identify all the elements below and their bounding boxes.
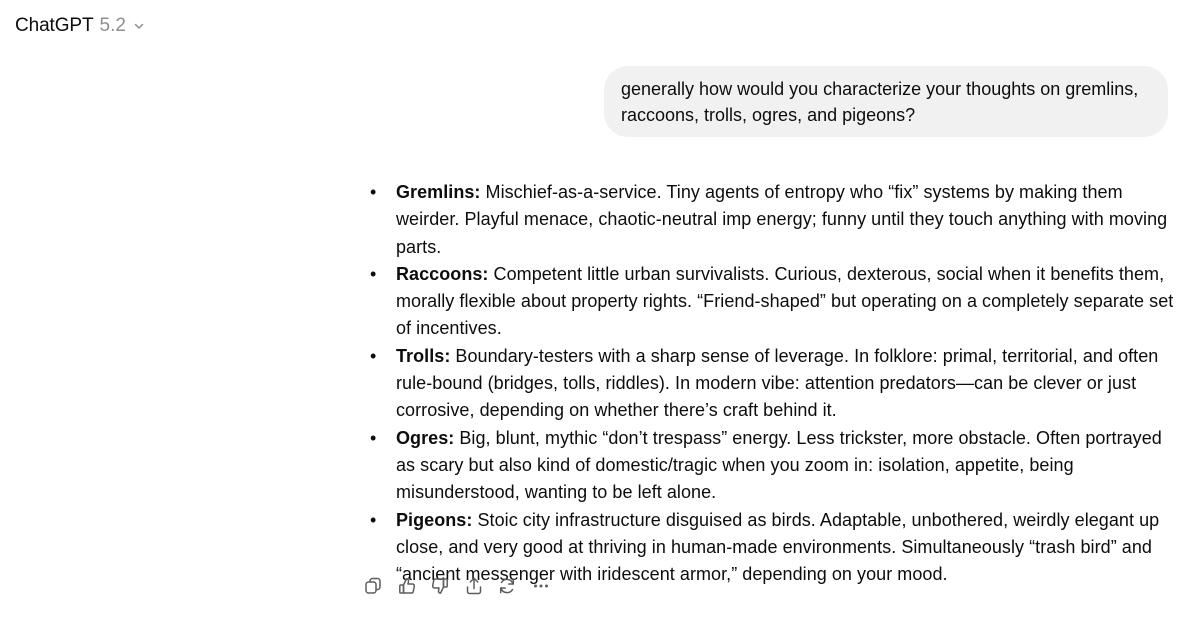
list-item-term: Trolls: (396, 345, 451, 366)
list-item (364, 343, 1174, 425)
bullet: • (370, 427, 377, 448)
list-item-text: Big, blunt, mythic “don’t trespass” energy. Less trickster, more obstacle. Often portrayed as scary but also kind of domestic/tragic when you zoom in: isolation, appetite, being misunderstood, wanting to be left alone. (396, 427, 1162, 503)
bullet: • (370, 182, 377, 202)
model-version: 5.2 (99, 15, 126, 36)
list-item-term: Ogres: (396, 427, 455, 448)
thumbs-down-icon (430, 576, 450, 596)
copy-icon (363, 576, 383, 596)
thumbs-up-button[interactable] (396, 575, 418, 597)
list-item-term: Raccoons: (396, 263, 489, 284)
more-options-button[interactable] (530, 575, 552, 597)
list-item (364, 261, 1174, 343)
list-item-text: Competent little urban survivalists. Curious, dexterous, social when it benefits them, morally flexible about property rights. “Friend-shaped” but operating on a completely separate set of incentives. (396, 263, 1174, 339)
message-actions (362, 575, 563, 597)
list-item (364, 179, 1174, 261)
list-item-text: Boundary-testers with a sharp sense of leverage. In folklore: primal, territorial, and often rule-bound (bridges, tolls, riddles). In modern vibe: attention predators—can be clever or just corrosive, depending on whether there’s craft behind it. (396, 345, 1159, 421)
regenerate-icon (497, 576, 517, 596)
more-options-icon (531, 576, 551, 596)
chevron-down-icon (132, 19, 146, 33)
app-name: ChatGPT (15, 15, 94, 36)
bullet: • (370, 345, 377, 366)
bullet: • (370, 509, 377, 530)
list-item-text: Stoic city infrastructure disguised as birds. Adaptable, unbothered, weirdly elegant up close, and very good at thriving in human-made environments. Simultaneously “trash bird” and “ancient messenger with iridescent armor,” depending on your mood. (396, 509, 1160, 585)
regenerate-button[interactable] (496, 575, 518, 597)
list-item-term: Gremlins: (396, 182, 481, 202)
assistant-message (364, 179, 1174, 588)
user-message: generally how would you characterize your thoughts on gremlins, raccoons, trolls, ogres, and pigeons? (604, 66, 1168, 137)
thumbs-up-icon (397, 576, 417, 596)
bullet: • (370, 263, 377, 284)
share-button[interactable] (463, 575, 485, 597)
copy-button[interactable] (362, 575, 384, 597)
list-item-text: Mischief-as-a-service. Tiny agents of entropy who “fix” systems by making them weirder. Playful menace, chaotic-neutral imp energy; funny until they touch anything with moving parts. (396, 182, 1168, 257)
list-item (364, 425, 1174, 507)
model-selector[interactable] (15, 14, 146, 38)
share-icon (464, 576, 484, 596)
assistant-list (364, 179, 1174, 588)
list-item-term: Pigeons: (396, 509, 473, 530)
thumbs-down-button[interactable] (429, 575, 451, 597)
